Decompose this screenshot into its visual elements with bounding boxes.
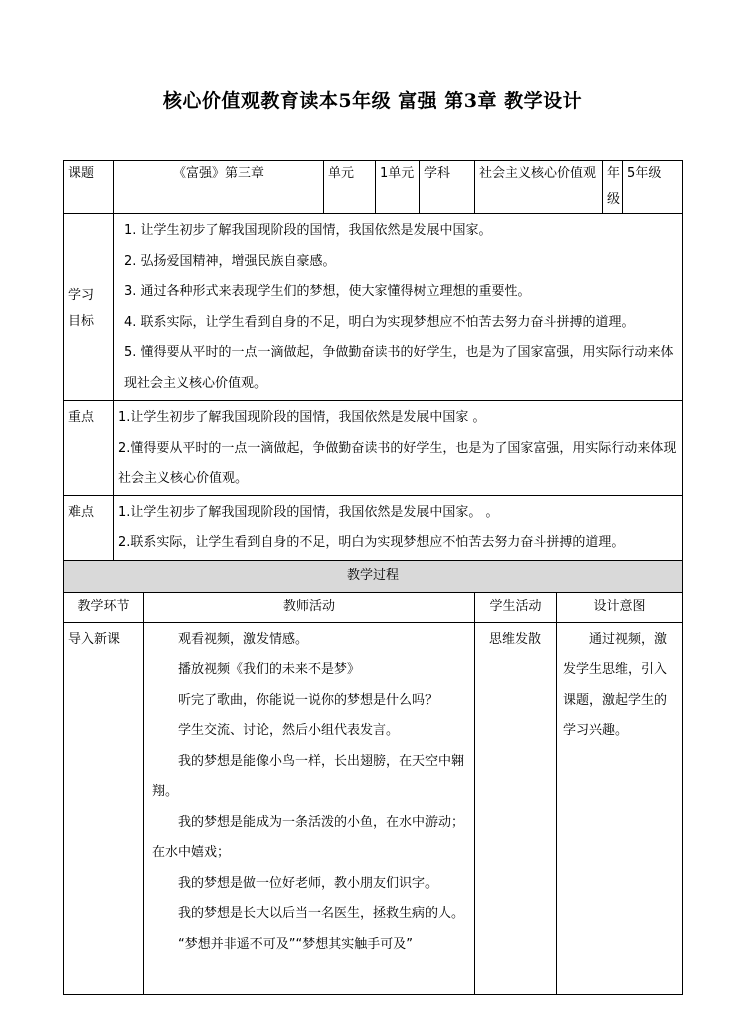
teacher-line: 我的梦想是长大以后当一名医生，拯救生病的人。 (178, 906, 465, 921)
key-points-row (64, 401, 683, 496)
grade-label: 年级 (603, 161, 623, 214)
stage-cell: 导入新课 (64, 622, 144, 994)
column-student: 学生活动 (475, 592, 557, 622)
column-teacher: 教师活动 (144, 592, 475, 622)
subject-value: 社会主义核心价值观 (475, 161, 603, 214)
unit-value: 1单元 (376, 161, 420, 214)
difficulties-content (114, 495, 683, 560)
process-columns-row (64, 592, 683, 622)
goal-item: 2. 弘扬爱国精神，增强民族自豪感。 (124, 253, 336, 269)
grade-value: 5年级 (623, 161, 683, 214)
lesson-plan-table (63, 160, 683, 995)
column-stage: 教学环节 (64, 592, 144, 622)
student-activity-cell: 思维发散 (475, 622, 557, 994)
key-points-label: 重点 (64, 401, 114, 496)
process-header: 教学过程 (64, 560, 683, 592)
unit-label: 单元 (324, 161, 376, 214)
process-header-row (64, 560, 683, 592)
topic-label: 课题 (64, 161, 114, 214)
goal-item: 3. 通过各种形式来表现学生们的梦想，使大家懂得树立理想的重要性。 (124, 284, 531, 299)
teacher-line: 学生交流、讨论，然后小组代表发言。 (178, 723, 400, 738)
teacher-line: 我的梦想是能像小鸟一样，长出翅膀，在天空中翱翔。 (152, 753, 465, 799)
teacher-line: 听完了歌曲，你能说一说你的梦想是什么吗？ (178, 692, 439, 708)
column-design: 设计意图 (557, 592, 683, 622)
goals-row (64, 214, 683, 401)
teacher-activity-cell (144, 622, 475, 994)
key-point-item: 1.让学生初步了解我国现阶段的国情，我国依然是发展中国家 。 (118, 410, 486, 425)
teacher-line: 播放视频《我们的未来不是梦》 (178, 662, 361, 677)
subject-label: 学科 (420, 161, 475, 214)
difficulty-item: 2.联系实际，让学生看到自身的不足，明白为实现梦想应不怕苦去努力奋斗拼搏的道理。 (118, 535, 625, 550)
info-row (64, 161, 683, 214)
process-row (64, 622, 683, 994)
teacher-line: 我的梦想是做一位好老师，教小朋友们识字。 (178, 875, 439, 891)
design-intent-cell: 通过视频，激发学生思维，引入课题，激起学生的学习兴趣。 (557, 622, 683, 994)
goals-label-text: 学习目标 (68, 288, 95, 329)
goal-item: 5. 懂得要从平时的一点一滴做起，争做勤奋读书的好学生，也是为了国家富强，用实际行动来体现社会主义核心价值观。 (124, 345, 674, 391)
goals-content (114, 214, 683, 401)
topic-value: 《富强》第三章 (114, 161, 324, 214)
goals-label (64, 214, 114, 401)
key-point-item: 2.懂得要从平时的一点一滴做起，争做勤奋读书的好学生，也是为了国家富强，用实际行动来体现社会主义核心价值观。 (118, 440, 677, 486)
teacher-line: 我的梦想是能成为一条活泼的小鱼，在水中游动；在水中嬉戏； (152, 814, 465, 860)
goal-item: 4. 联系实际，让学生看到自身的不足，明白为实现梦想应不怕苦去努力奋斗拼搏的道理。 (124, 314, 635, 330)
page-title: 核心价值观教育读本5年级 富强 第3章 教学设计 (162, 90, 583, 112)
difficulties-row (64, 495, 683, 560)
teacher-line: 观看视频，激发情感。 (178, 631, 309, 647)
key-points-content (114, 401, 683, 496)
goal-item: 1. 让学生初步了解我国现阶段的国情，我国依然是发展中国家。 (124, 223, 492, 238)
teacher-line: “梦想并非遥不可及”“梦想其实触手可及” (178, 936, 413, 952)
difficulties-label: 难点 (64, 495, 114, 560)
difficulty-item: 1.让学生初步了解我国现阶段的国情，我国依然是发展中国家。 。 (118, 504, 499, 520)
